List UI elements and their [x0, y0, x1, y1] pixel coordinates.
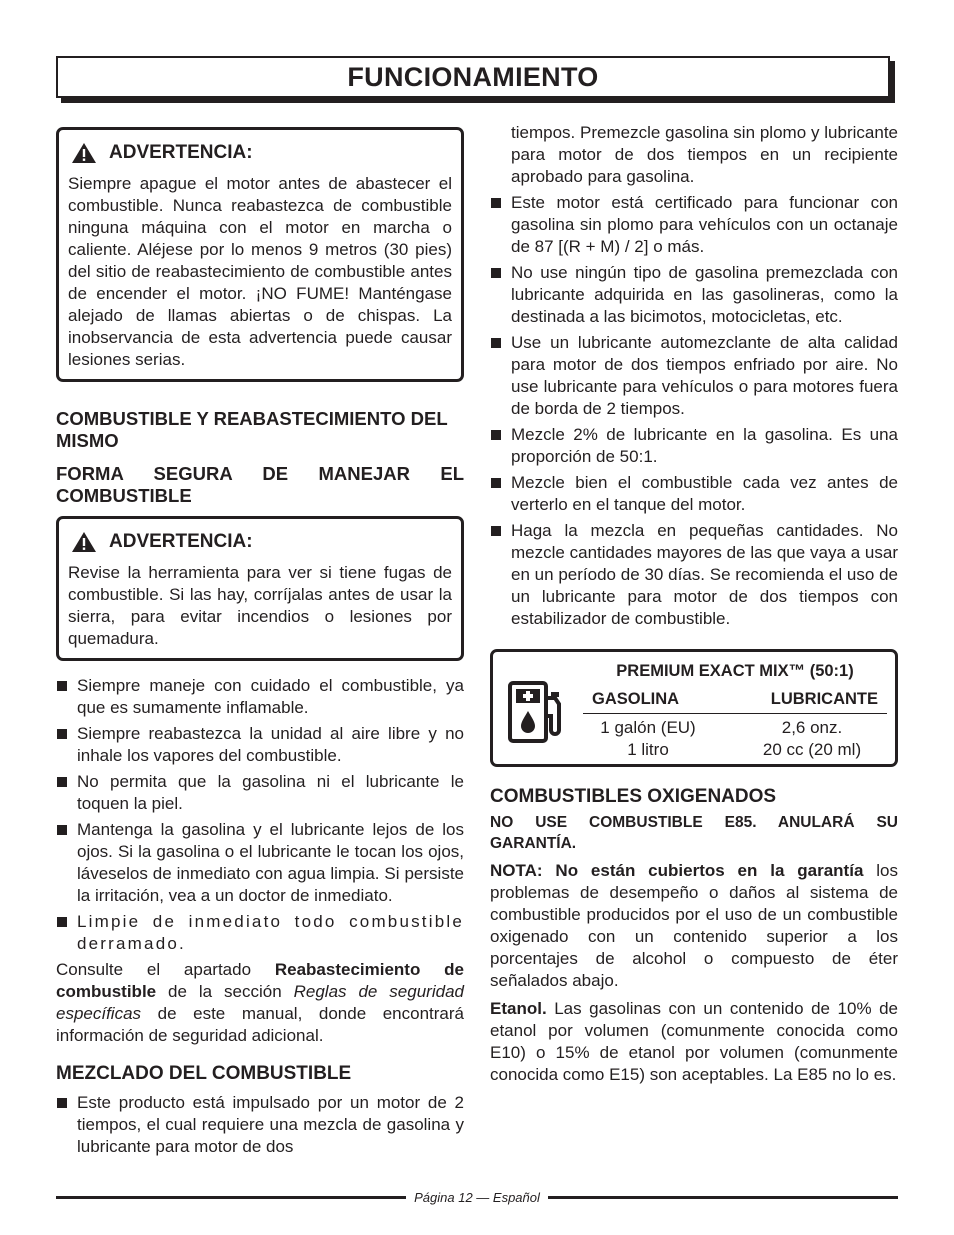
mix-table [583, 660, 887, 761]
list-item: Limpie de inmediato todo combustible derramado. [56, 911, 464, 955]
list-item: Este producto está impulsado por un motor de 2 tiempos, el cual requiere una mezcla de gasolina y lubricante para motor de dos [56, 1092, 464, 1158]
left-column [56, 122, 464, 1162]
table-cell: 1 galón (EU) [600, 718, 696, 737]
warning-box-refuel [56, 127, 464, 382]
list-item: Haga la mezcla en pequeñas cantidades. No mezcle cantidades mayores de las que vaya a usar en un período de 30 días. Se recomienda el uso de un lubricante para motor de dos tiempos con estabilizador de combustible. [490, 520, 898, 630]
list-item: Mezcle bien el combustible cada vez antes de verterlo en el tanque del motor. [490, 472, 898, 516]
list-item-continued: tiempos. Premezcle gasolina sin plomo y lubricante para motor de dos tiempos en un recipiente aprobado para gasolina. [511, 123, 898, 186]
footer-rule [548, 1196, 898, 1199]
mix-table-header [583, 688, 887, 714]
page-title: FUNCIONAMIENTO [347, 61, 599, 92]
warning-box-leaks [56, 516, 464, 661]
right-column [490, 122, 898, 1086]
section-heading-mixing: MEZCLADO DEL COMBUSTIBLE [56, 1063, 352, 1084]
section-heading-safe-handling: FORMA SEGURA DE MANEJAR EL COMBUSTIBLE [56, 463, 464, 506]
table-cell: 2,6 onz. [781, 718, 843, 737]
column-header-gasoline: GASOLINA [592, 690, 680, 708]
page-title-box [56, 56, 890, 98]
list-item: Este motor está certificado para funcionar con gasolina sin plomo para vehículos con un octanaje de 87 [(R + M) / 2] o más. [490, 192, 898, 258]
warning-text: Revise la herramienta para ver si tiene fugas de combustible. Si las hay, corríjalas antes de usar la sierra, para evitar incendios o lesiones por quemadura. [68, 563, 452, 648]
mixing-list-start [56, 1092, 464, 1158]
warning-label: ADVERTENCIA: [109, 531, 253, 552]
list-item: No permita que la gasolina ni el lubricante le toquen la piel. [56, 771, 464, 815]
e85-warning: NO USE COMBUSTIBLE E85. ANULARÁ SU GARANTÍA. [490, 814, 898, 852]
mixing-list [490, 192, 898, 630]
consult-paragraph: Consulte el apartado Reabastecimiento de combustible de la sección Reglas de seguridad específicas de este manual, donde encontrará información de seguridad adicional. [56, 960, 464, 1045]
column-header-lubricant: LUBRICANTE [770, 690, 878, 708]
warning-text: Siempre apague el motor antes de abastecer el combustible. Nunca reabastezca de combustible ninguna máquina con el motor en marcha o caliente. Aléjese por lo menos 9 metros (30 pies) del sitio de reabastecimiento de combustible antes de encender el motor. ¡NO FUME! Manténgase alejado de llamas abiertas o de chispas. La inobservancia de esta advertencia puede causar lesiones serias. [68, 174, 452, 369]
mix-table-title: PREMIUM EXACT MIX™ (50:1) [616, 662, 854, 680]
warning-triangle-icon [71, 531, 97, 553]
list-item: Use un lubricante automezclante de alta calidad para motor de dos tiempos enfriado por aire. No use lubricante para vehículos o para motores fuera de borda de 2 tiempos. [490, 332, 898, 420]
list-item: No use ningún tipo de gasolina premezclada con lubricante adquirida en las gasolineras, como la destinada a las bicimotos, motocicletas, etc. [490, 262, 898, 328]
section-heading-oxygenated: COMBUSTIBLES OXIGENADOS [490, 786, 777, 807]
fuel-pump-icon [507, 680, 567, 744]
list-item: Siempre maneje con cuidado el combustible, ya que es sumamente inflamable. [56, 675, 464, 719]
warranty-note: NOTA: No están cubiertos en la garantía los problemas de desempeño o daños al sistema de combustible producidos por el uso de un combustible oxigenado con un contenido superior a los porcentajes de alcohol o compuesto de éter señalados abajo. [490, 861, 898, 990]
section-heading-fuel: COMBUSTIBLE Y REABASTECIMIENTO DEL MISMO [56, 408, 448, 451]
fuel-safety-list [56, 675, 464, 955]
warning-label: ADVERTENCIA: [109, 142, 253, 163]
mix-ratio-box [490, 649, 898, 767]
warning-triangle-icon [71, 142, 97, 164]
page-footer [56, 1189, 898, 1205]
page-number: Página 12 — Español [414, 1189, 540, 1205]
table-cell: 1 litro [627, 740, 669, 759]
footer-rule [56, 1196, 406, 1199]
list-item: Siempre reabastezca la unidad al aire libre y no inhale los vapores del combustible. [56, 723, 464, 767]
ethanol-paragraph: Etanol. Las gasolinas con un contenido de 10% de etanol por volumen (comunmente conocida como E10) o 15% de etanol por volumen (comunmente conocida como E15) son aceptables. La E85 no lo es. [490, 999, 898, 1084]
list-item: Mezcle 2% de lubricante en la gasolina. Es una proporción de 50:1. [490, 424, 898, 468]
mix-table-body [583, 717, 887, 761]
table-cell: 20 cc (20 ml) [762, 740, 862, 759]
list-item: Mantenga la gasolina y el lubricante lejos de los ojos. Si la gasolina o el lubricante le tocan los ojos, láveselos de inmediato con agua limpia. Si persiste la irritación, vea a un doctor de inmediato. [56, 819, 464, 907]
